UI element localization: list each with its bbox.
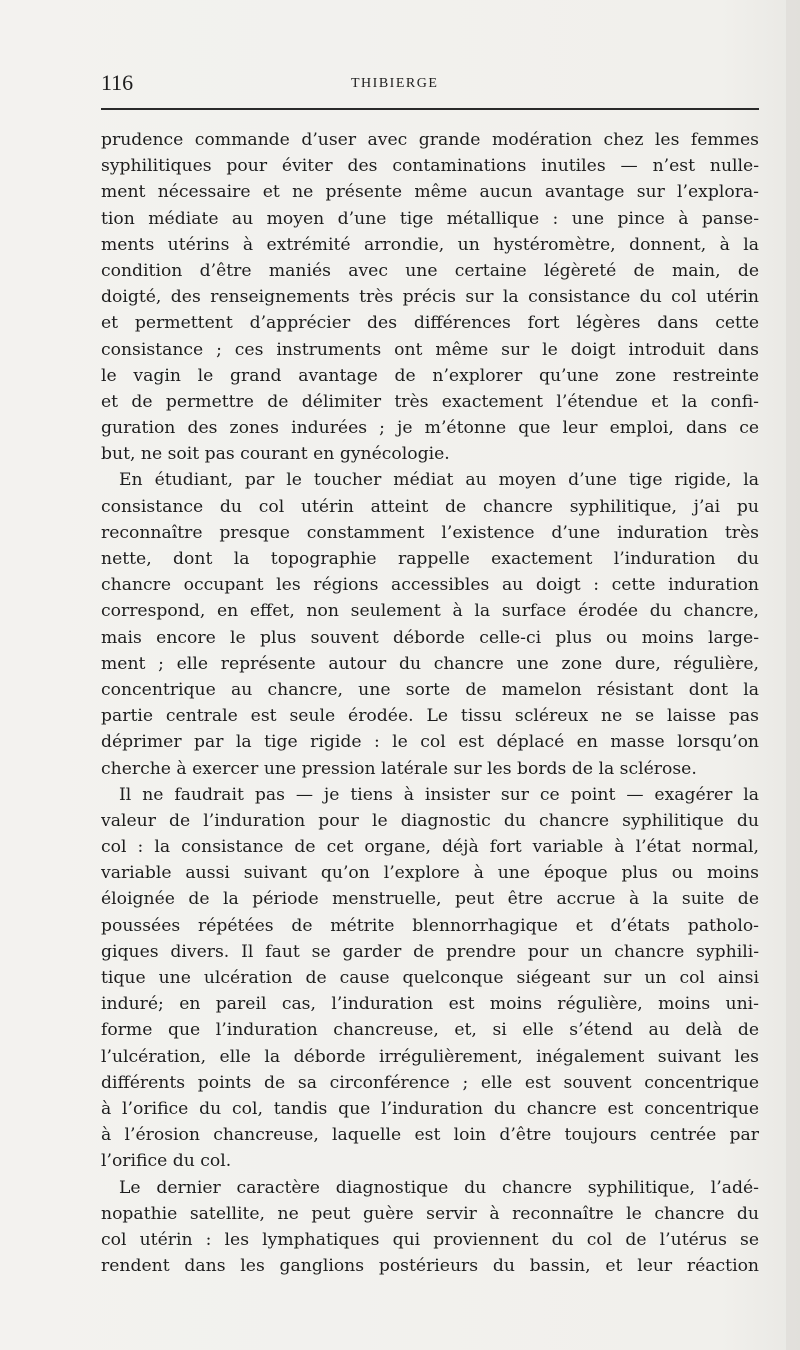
text-line: concentrique au chancre, une sorte de mamelon résistant dont la <box>101 679 759 700</box>
page-number: 116 <box>101 70 134 95</box>
text-line: cherche à exercer une pression latérale sur les bords de la sclérose. <box>101 758 697 779</box>
text-line: chancre occupant les régions accessibles au doigt : cette induration <box>101 575 759 596</box>
text-line: ments utérins à extrémité arrondie, un hystéromètre, donnent, à la <box>101 234 759 255</box>
text-line: nopathie satellite, ne peut guère servir à reconnaître le chancre du <box>101 1203 759 1224</box>
text-line: induré; en pareil cas, l’induration est moins régulière, moins uni- <box>101 994 759 1015</box>
text-line: le vagin le grand avantage de n’explorer qu’une zone restreinte <box>101 365 759 386</box>
text-line: déprimer par la tige rigide : le col est déplacé en masse lorsqu’on <box>101 732 759 753</box>
text-line: consistance ; ces instruments ont même sur le doigt introduit dans <box>101 339 759 360</box>
body-text <box>101 127 759 1279</box>
running-head: THIBIERGE <box>351 76 439 91</box>
text-line: condition d’être maniés avec une certaine légèreté de main, de <box>101 260 759 281</box>
text-line: l’ulcération, elle la déborde irrégulièrement, inégalement suivant les <box>101 1046 759 1067</box>
text-line: mais encore le plus souvent déborde celle-ci plus ou moins large- <box>101 627 759 648</box>
text-line: correspond, en effet, non seulement à la surface érodée du chancre, <box>101 601 759 622</box>
text-line: consistance du col utérin atteint de chancre syphilitique, j’ai pu <box>101 496 759 517</box>
text-line: giques divers. Il faut se garder de prendre pour un chancre syphili- <box>101 941 759 962</box>
text-line: à l’orifice du col, tandis que l’induration du chancre est concentrique <box>101 1098 759 1119</box>
text-line: à l’érosion chancreuse, laquelle est loin d’être toujours centrée par <box>101 1125 759 1146</box>
text-line: éloignée de la période menstruelle, peut être accrue à la suite de <box>101 889 759 910</box>
header-rule <box>101 108 759 110</box>
text-line: but, ne soit pas courant en gynécologie. <box>101 444 450 465</box>
text-line: Le dernier caractère diagnostique du chancre syphilitique, l’adé- <box>119 1177 759 1198</box>
text-line: col utérin : les lymphatiques qui proviennent du col de l’utérus se <box>101 1229 759 1250</box>
text-line: et permettent d’apprécier des différences fort légères dans cette <box>101 313 759 334</box>
text-line: doigté, des renseignements très précis sur la consistance du col utérin <box>101 287 759 308</box>
text-line: forme que l’induration chancreuse, et, si elle s’étend au delà de <box>101 1020 759 1041</box>
text-line: syphilitiques pour éviter des contaminations inutiles — n’est nulle- <box>101 156 759 177</box>
text-line: guration des zones indurées ; je m’étonne que leur emploi, dans ce <box>101 418 759 439</box>
page-header <box>101 70 759 104</box>
text-line: poussées répétées de métrite blennorrhagique et d’états patholo- <box>101 915 759 936</box>
text-line: prudence commande d’user avec grande modération chez les femmes <box>101 130 759 150</box>
text-line: ment nécessaire et ne présente même aucun avantage sur l’explora- <box>101 182 759 203</box>
text-line: col : la consistance de cet organe, déjà fort variable à l’état normal, <box>101 837 759 858</box>
text-line: Il ne faudrait pas — je tiens à insister sur ce point — exagérer la <box>119 784 759 805</box>
text-line: tion médiate au moyen d’une tige métallique : une pince à panse- <box>101 208 759 229</box>
text-line: variable aussi suivant qu’on l’explore à une époque plus ou moins <box>101 863 759 884</box>
text-line: rendent dans les ganglions postérieurs du bassin, et leur réaction <box>101 1256 759 1277</box>
text-line: différents points de sa circonférence ; elle est souvent concentrique <box>101 1072 759 1093</box>
text-line: l’orifice du col. <box>101 1151 232 1172</box>
text-line: En étudiant, par le toucher médiat au moyen d’une tige rigide, la <box>119 470 759 491</box>
text-line: valeur de l’induration pour le diagnostic du chancre syphilitique du <box>101 810 759 831</box>
text-line: ment ; elle représente autour du chancre une zone dure, régulière, <box>101 653 759 674</box>
text-line: partie centrale est seule érodée. Le tissu scléreux ne se laisse pas <box>101 706 759 727</box>
text-line: nette, dont la topographie rappelle exactement l’induration du <box>101 549 759 569</box>
text-line: et de permettre de délimiter très exactement l’étendue et la confi- <box>101 391 759 412</box>
text-line: reconnaître presque constamment l’existence d’une induration très <box>101 522 759 543</box>
text-line: tique une ulcération de cause quelconque siégeant sur un col ainsi <box>101 968 759 988</box>
